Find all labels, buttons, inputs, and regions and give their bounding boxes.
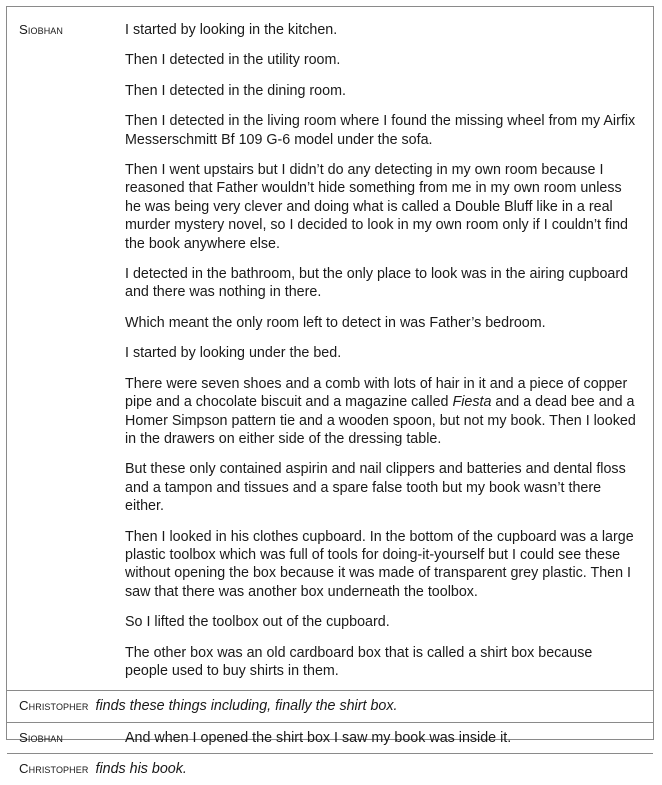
magazine-title: Fiesta	[452, 394, 492, 411]
dialogue-paragraph: The other box was an old cardboard box that is called a shirt box because people used to buy shirts in them.	[125, 644, 593, 679]
dialogue-paragraph: I started by looking under the bed.	[125, 345, 342, 362]
dialogue-paragraph: Then I went upstairs but I didn’t do any detecting in my own room because I reasoned that Father wouldn’t hide something from me in my own room unless he was being very clever and doing what is called a Double Bluff like in a real murder mystery novel, so I decided to look in my own room only if I couldn’t find the book anywhere else.	[125, 162, 628, 252]
script-page	[6, 6, 654, 778]
speaker-name-siobhan: Siobhan	[19, 729, 64, 745]
dialogue-paragraph: I started by looking in the kitchen.	[125, 22, 338, 38]
dialogue-paragraph: Then I detected in the living room where I found the missing wheel from my Airfix Messerschmitt Bf 109 G-6 model under the sofa.	[125, 113, 636, 148]
script-row-christopher-2	[7, 754, 653, 784]
stage-direction-text: finds these things including, finally the shirt box.	[95, 698, 398, 715]
script-row-christopher-1	[7, 691, 653, 721]
script-block	[7, 7, 653, 690]
magazine-para-after: and a dead bee and a Homer Simpson pattern tie and a wooden spoon, but not my book. Then I looked in the drawers on either side of the dressing table.	[125, 394, 636, 447]
dialogue-lines	[125, 7, 653, 690]
speech-siobhan	[7, 7, 653, 690]
magazine-para-before: There were seven shoes and a comb with lots of hair in it and a piece of copper pipe and a chocolate biscuit and a magazine called	[125, 375, 628, 411]
dialogue-paragraph: I detected in the bathroom, but the only place to look was in the airing cupboard and there was nothing in there.	[125, 266, 629, 301]
stage-direction-text: finds his book.	[95, 761, 187, 778]
speaker-name-christopher: Christopher	[19, 761, 89, 777]
dialogue-paragraph: Then I looked in his clothes cupboard. In the bottom of the cupboard was a large plastic toolbox which was full of tools for doing-it-yourself but I could see these without opening the box because it was made of transparent grey plastic. Then I saw that there was another box underneath the toolbox.	[125, 528, 634, 600]
dialogue-paragraph: Which meant the only room left to detect in was Father’s bedroom.	[125, 314, 546, 331]
dialogue-paragraph: So I lifted the toolbox out of the cupboard.	[125, 614, 390, 631]
dialogue-text: And when I opened the shirt box I saw my book was inside it.	[125, 729, 512, 746]
speaker-name-christopher: Christopher	[19, 698, 89, 714]
dialogue-paragraph: Then I detected in the utility room.	[125, 52, 341, 69]
script-row-siobhan	[7, 723, 653, 753]
dialogue-paragraph: But these only contained aspirin and nail clippers and batteries and dental floss and a tampon and tissues and a spare false tooth but my book wasn’t there either.	[125, 461, 626, 515]
speaker-name-siobhan: Siobhan	[19, 22, 64, 37]
speaker-column	[7, 7, 125, 38]
dialogue-paragraph-magazine	[125, 375, 639, 449]
dialogue-paragraph: Then I detected in the dining room.	[125, 82, 346, 99]
